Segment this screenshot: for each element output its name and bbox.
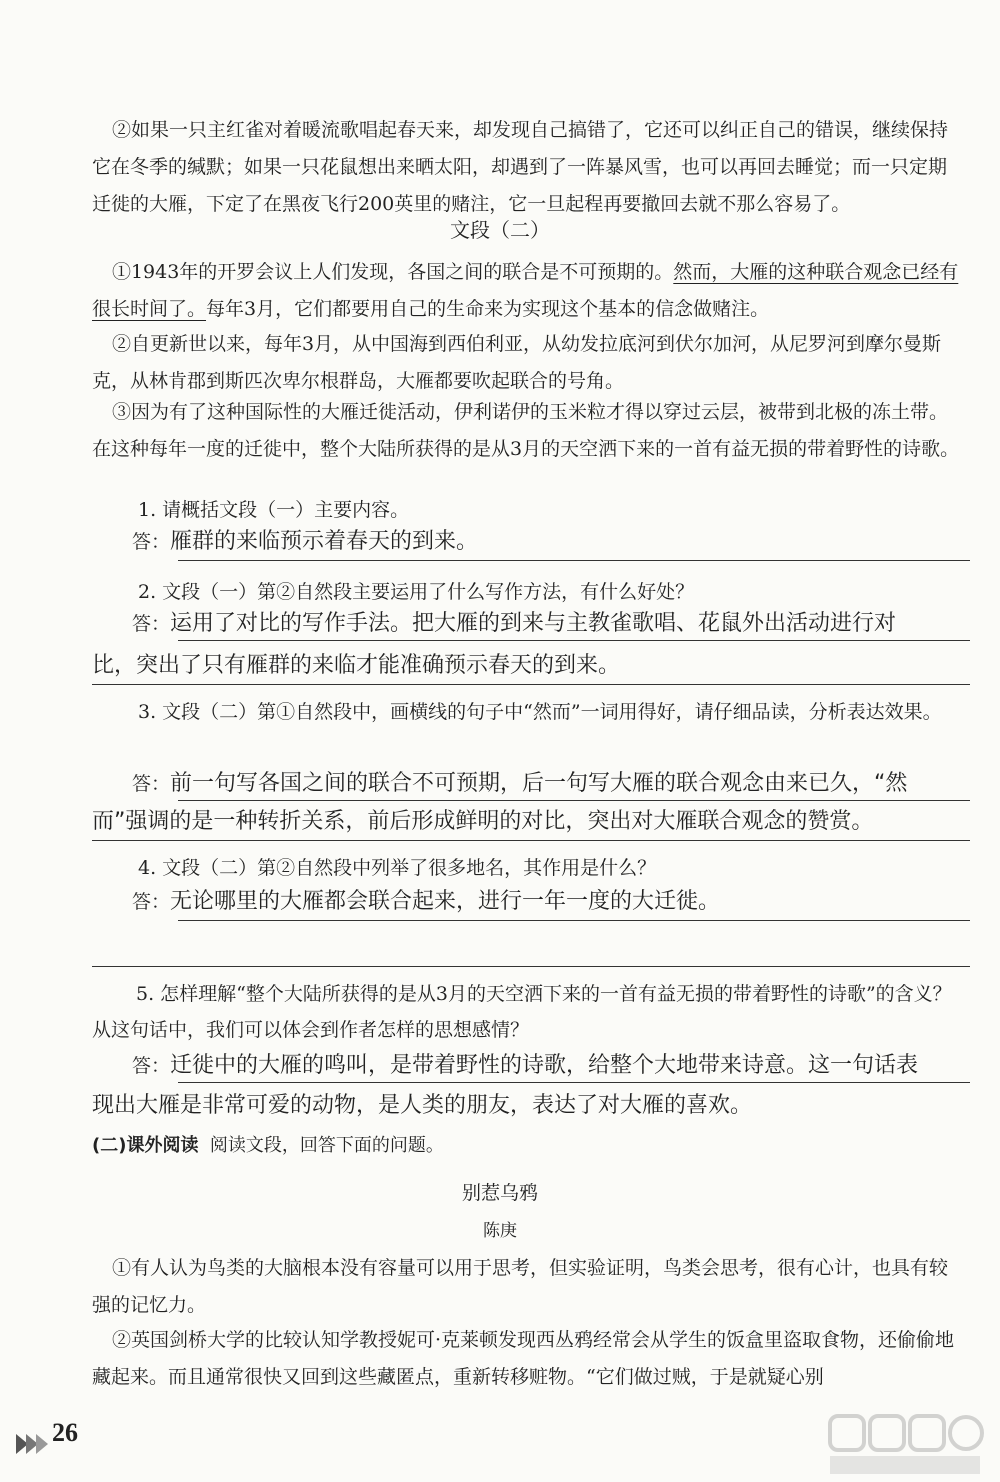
double-arrow-icon: [16, 1432, 50, 1456]
answer-line: [178, 920, 970, 921]
answer-2-line-1: 运用了对比的写作手法。把大雁的到来与主教雀歌唱、花鼠外出活动进行对: [170, 611, 897, 636]
question-3: 3. 文段（二）第①自然段中，画横线的句子中“然而”一词用得好，请仔细品读，分析表达效果。: [138, 701, 942, 723]
answer-line: [178, 640, 970, 641]
answer-label: 答：: [132, 773, 171, 795]
section2-paragraph-1: [92, 254, 960, 328]
section2-paragraph-2: ②自更新世以来，每年3月，从中国海到西伯利亚，从幼发拉底河到伏尔加河，从尼罗河到摩尔曼斯克，从林肯郡到斯匹次卑尔根群岛，大雁都要吹起联合的号角。: [92, 333, 942, 392]
answer-3: [132, 764, 970, 804]
watermark-logo: [826, 1412, 986, 1478]
section2-heading: 文段（二）: [450, 218, 550, 242]
answer-2: [132, 604, 970, 644]
answer-3-line-1: 前一句写各国之间的联合不可预期，后一句写大雁的联合观念由来已久，“然: [170, 771, 908, 796]
answer-2-line-2: 比，突出了只有雁群的来临才能准确预示春天的到来。: [92, 653, 621, 678]
answer-line: [178, 1082, 970, 1083]
section2-paragraph-3: ③因为有了这种国际性的大雁迁徙活动，伊利诺伊的玉米粒才得以穿过云层，被带到北极的冻土带。在这种每年一度的迁徙中，整个大陆所获得的是从3月的天空洒下来的一首有益无损的带着野性的诗歌。: [92, 401, 960, 460]
question-4: 4. 文段（二）第②自然段中列举了很多地名，其作用是什么？: [138, 857, 657, 879]
answer-4: [132, 882, 970, 922]
extra-reading-label: (二)课外阅读: [92, 1135, 199, 1156]
answer-line: [92, 966, 970, 967]
article-paragraph-2: ②英国剑桥大学的比较认知学教授妮可·克莱顿发现西丛鸦经常会从学生的饭盒里盗取食物，还偷偷地藏起来。而且通常很快又回到这些藏匿点，重新转移赃物。“它们做过贼，于是就疑心别: [92, 1329, 954, 1388]
answer-3-line-2: 而”强调的是一种转折关系，前后形成鲜明的对比，突出对大雁联合观念的赞赏。: [92, 809, 874, 834]
article-paragraph-1: ①有人认为鸟类的大脑根本没有容量可以用于思考，但实验证明，鸟类会思考，很有心计，也具有较强的记忆力。: [92, 1257, 948, 1316]
answer-5-line-1: 迁徙中的大雁的鸣叫，是带着野性的诗歌，给整个大地带来诗意。这一句话表: [170, 1053, 919, 1078]
answer-5: [132, 1046, 970, 1086]
answer-5-line-2: 现出大雁是非常可爱的动物，是人类的朋友，表达了对大雁的喜欢。: [92, 1093, 753, 1118]
answer-label: 答：: [132, 613, 171, 635]
answer-line: [92, 684, 970, 685]
answer-label: 答：: [132, 1055, 171, 1077]
answer-1-text: 雁群的来临预示着春天的到来。: [170, 529, 479, 554]
extra-reading-instruction: 阅读文段，回答下面的问题。: [209, 1135, 444, 1156]
underlined-sentence: 然而，大雁的这种联合观念已经有很长时间了。: [92, 261, 959, 320]
answer-1: [132, 522, 970, 562]
section1-paragraph-2: ②如果一只主红雀对着暖流歌唱起春天来，却发现自己搞错了，它还可以纠正自己的错误，继续保持它在冬季的缄默；如果一只花鼠想出来晒太阳，却遇到了一阵暴风雪，也可以再回去睡觉；而一只定期迁徙的大雁，下定了在黑夜飞行200英里的赌注，它一旦起程再要撤回去就不那么容易了。: [92, 119, 948, 215]
answer-line: [92, 840, 970, 841]
answer-line: [178, 560, 970, 561]
question-2: 2. 文段（一）第②自然段主要运用了什么写作方法，有什么好处？: [138, 581, 695, 603]
answer-4-text: 无论哪里的大雁都会联合起来，进行一年一度的大迁徙。: [170, 889, 721, 914]
section2-paragraph-1-text: ①1943年的开罗会议上人们发现，各国之间的联合是不可预期的。: [111, 261, 674, 283]
article-title: 别惹乌鸦: [461, 1182, 538, 1204]
question-1: 1. 请概括文段（一）主要内容。: [138, 499, 410, 521]
answer-label: 答：: [132, 531, 171, 553]
extra-reading-header: [92, 1128, 444, 1164]
answer-label: 答：: [132, 891, 171, 913]
question-5: 5. 怎样理解“整个大陆所获得的是从3月的天空洒下来的一首有益无损的带着野性的诗歌”的含义？从这句话中，我们可以体会到作者怎样的思想感情？: [92, 983, 952, 1041]
page-number: 26: [52, 1418, 78, 1447]
section2-paragraph-1-text-end: 每年3月，它们都要用自己的生命来为实现这个基本的信念做赌注。: [206, 298, 770, 320]
answer-line: [178, 800, 970, 801]
article-author: 陈庚: [483, 1221, 517, 1241]
